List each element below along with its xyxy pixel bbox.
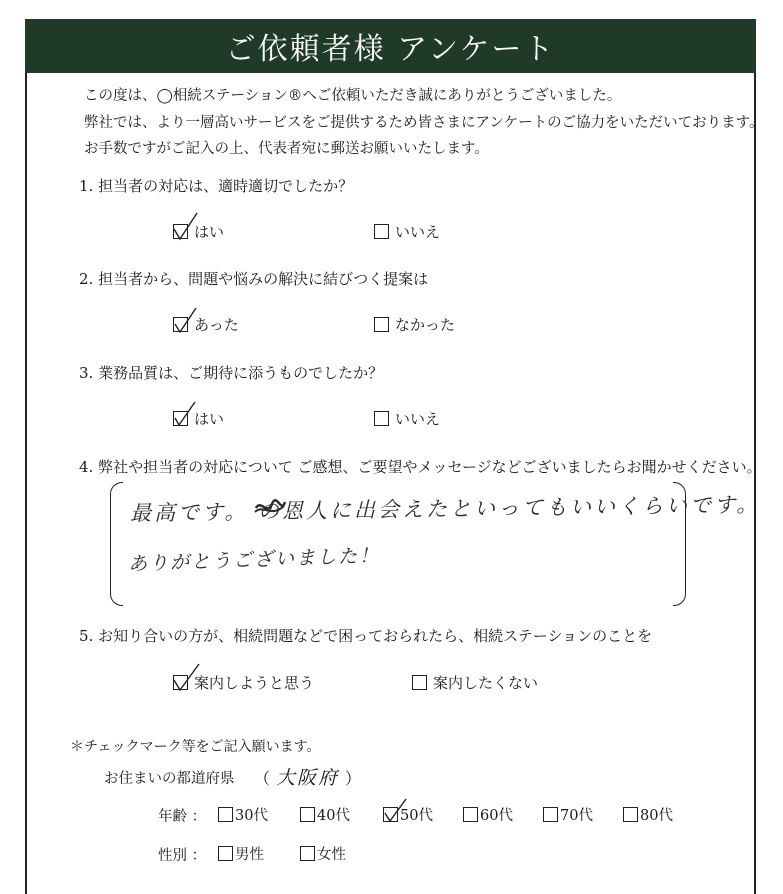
check-mark-icon [171,662,201,692]
age-50s-checkbox[interactable] [383,807,398,822]
intro-line-1: この度は、◯相続ステーション®へご依頼いただき誠にありがとうございました。 [84,88,622,104]
q2-yes-checkbox[interactable] [173,317,188,332]
gender-male-label: 男性 [235,847,264,863]
age-option-80s[interactable] [623,804,673,825]
age-60s-checkbox[interactable] [463,807,478,822]
q5-yes-checkbox[interactable] [173,675,188,690]
age-40s-label: 40代 [317,808,350,824]
prefecture-open-paren: （ [254,769,271,788]
age-30s-label: 30代 [235,808,268,824]
q1-no-option[interactable] [374,221,440,242]
gender-label: 性別 ： [158,848,207,864]
q3-no-checkbox[interactable] [374,411,389,426]
q2-no-checkbox[interactable] [374,317,389,332]
q2-no-option[interactable] [374,314,455,335]
q5-yes-option[interactable] [173,672,314,693]
gender-option-female[interactable] [300,843,346,864]
q5-yes-label: 案内しようと思う [194,674,315,692]
q3-yes-label: はい [194,410,225,428]
check-mark-icon [171,304,199,334]
frame-left-border [25,73,27,894]
handwritten-answer-line-2: ありがとうございました！ [127,544,381,576]
q2-yes-option[interactable] [173,314,239,335]
question-2: 2. 担当者から、問題や悩みの解決に結びつく提案は [79,270,429,288]
age-50s-label: 50代 [400,808,433,824]
q3-no-label: いいえ [395,410,441,428]
gender-option-male[interactable] [218,843,264,864]
q3-yes-checkbox[interactable] [173,411,188,426]
q5-no-checkbox[interactable] [412,675,427,690]
q1-yes-option[interactable] [173,221,224,242]
age-40s-checkbox[interactable] [300,807,315,822]
age-60s-label: 60代 [480,808,513,824]
age-label: 年齢 ： [158,809,207,825]
gender-male-checkbox[interactable] [218,846,233,861]
q3-no-option[interactable] [374,408,440,429]
age-option-40s[interactable] [300,804,350,825]
question-5: 5. お知り合いの方が、相続問題などで困っておられたら、相続ステーションのことを [79,627,653,645]
q5-no-label: 案内したくない [433,674,539,692]
q1-yes-label: はい [194,223,225,241]
crossed-out-scribble [253,496,287,520]
handwritten-answer-line-1: 最高です。 の恩人に出会えたといってもいいくらいです。 [129,492,761,526]
prefecture-field[interactable] [254,763,361,790]
gender-female-checkbox[interactable] [300,846,315,861]
prefecture-close-paren: ） [345,769,362,788]
intro-line-3: お手数ですがご記入の上、代表者宛に郵送お願いいたします。 [84,141,489,157]
check-mark-icon [171,398,199,428]
gender-female-label: 女性 [317,847,346,863]
age-80s-label: 80代 [640,808,673,824]
age-option-60s[interactable] [463,804,513,825]
age-option-50s[interactable] [383,804,433,825]
q5-no-option[interactable] [412,672,538,693]
intro-line-2: 弊社では、より一層高いサービスをご提供するため皆さまにアンケートのご協力をいただいております。 [84,115,764,131]
age-option-30s[interactable] [218,804,268,825]
page-title: ご依頼者様 アンケート [225,32,556,67]
q2-yes-label: あった [194,316,239,334]
q1-yes-checkbox[interactable] [173,224,188,239]
q2-no-label: なかった [395,316,456,334]
prefecture-label: お住まいの都道府県 [104,771,235,787]
age-70s-checkbox[interactable] [543,807,558,822]
question-1: 1. 担当者の対応は、適時適切でしたか？ [79,177,354,195]
age-option-70s[interactable] [543,804,593,825]
q3-yes-option[interactable] [173,408,224,429]
age-80s-checkbox[interactable] [623,807,638,822]
age-70s-label: 70代 [560,808,593,824]
frame-right-border [754,73,756,894]
title-banner [25,19,756,73]
question-3: 3. 業務品質は、ご期待に添うものでしたか？ [79,364,384,382]
check-mark-icon [382,797,408,825]
q1-no-label: いいえ [395,223,441,241]
check-mark-icon [171,211,199,241]
check-note: ＊チェックマーク等をご記入願います。 [70,739,321,755]
q1-no-checkbox[interactable] [374,224,389,239]
question-4: 4. 弊社や担当者の対応について ご感想、ご要望やメッセージなどございましたらお聞かせください。 [79,458,762,476]
answer-bracket-left [110,482,123,606]
prefecture-value: 大阪府 [276,767,340,789]
age-30s-checkbox[interactable] [218,807,233,822]
